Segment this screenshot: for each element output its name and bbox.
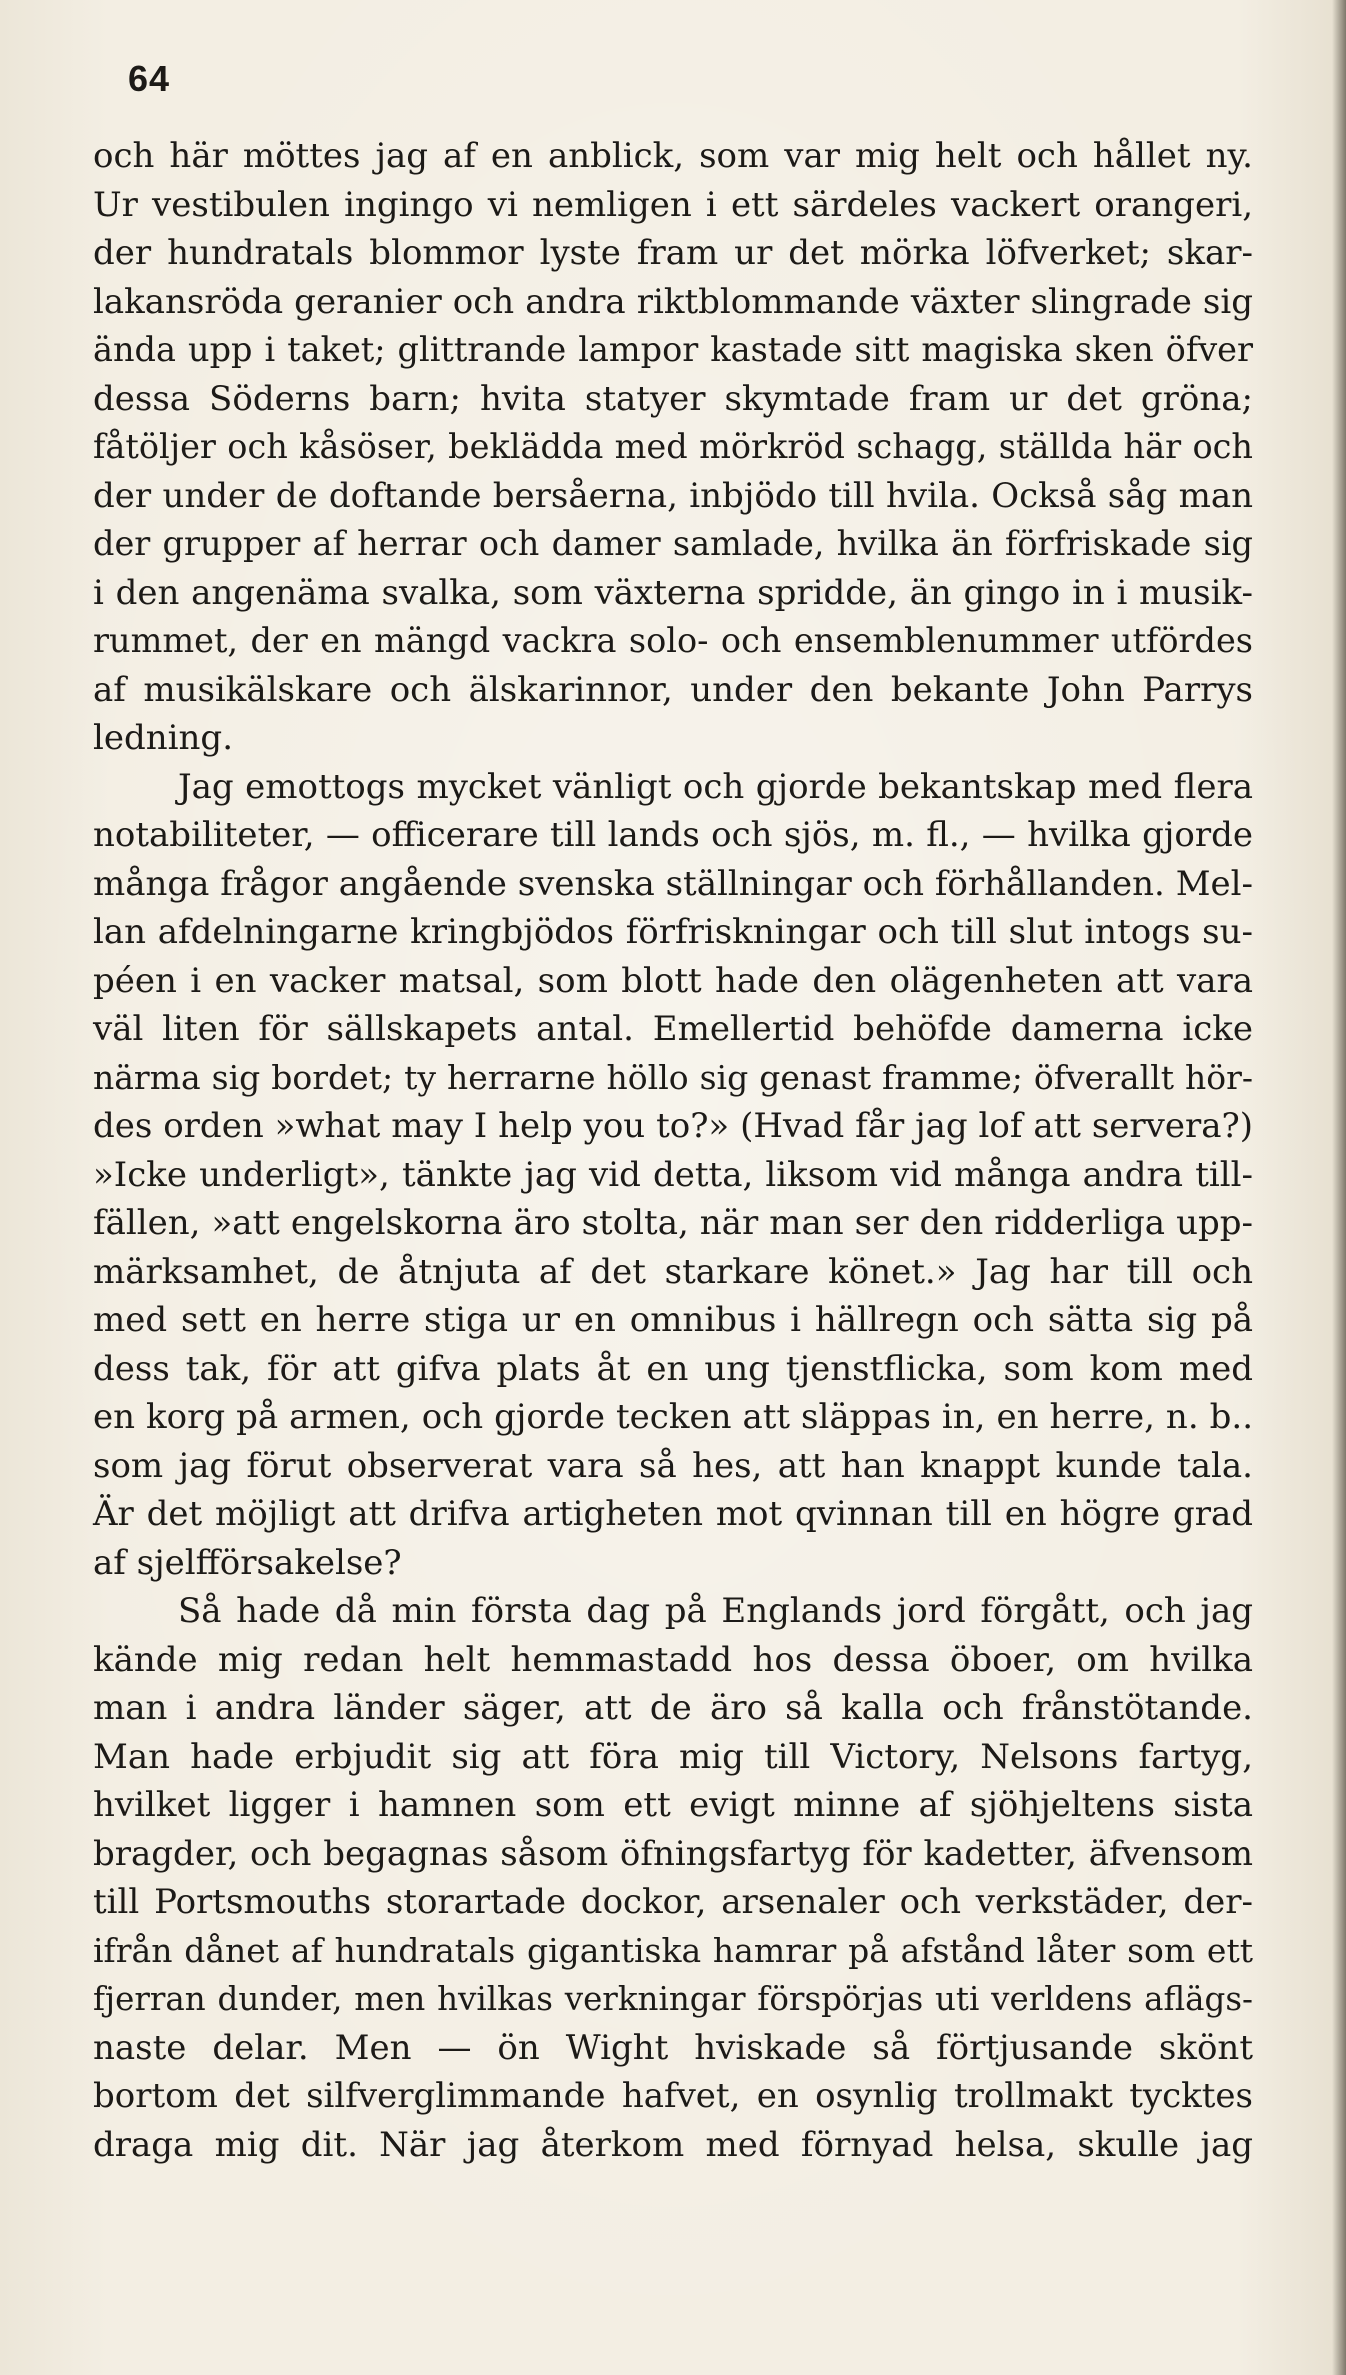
text-line: Ur vestibulen ingingo vi nemligen i ett särdeles vackert orangeri, (93, 184, 1253, 225)
text-line: af musikälskare och älskarinnor, under den bekante John Parrys (93, 669, 1253, 710)
text-line: bragder, och begagnas såsom öfningsfartyg för kadetter, äfvensom (93, 1833, 1253, 1874)
text-line: i den angenäma svalka, som växterna spridde, än gingo in i musik- (93, 572, 1253, 613)
text-line: som jag förut observerat vara så hes, att han knappt kunde tala. (93, 1445, 1253, 1486)
text-line: draga mig dit. När jag återkom med förnyad helsa, skulle jag (93, 2124, 1253, 2165)
text-line: rummet, der en mängd vackra solo- och ensemblenummer utfördes (93, 621, 1253, 660)
text-line: ifrån dånet af hundratals gigantiska hamrar på afstånd låter som ett (93, 1930, 1253, 1970)
page-edge-shadow (1332, 0, 1346, 2375)
text-line: af sjelfförsakelse? (93, 1542, 402, 1583)
text-line: Så hade då min första dag på Englands jord förgått, och jag (178, 1591, 1253, 1631)
text-line: dessa Söderns barn; hvita statyer skymtade fram ur det gröna; (93, 378, 1253, 419)
text-line: märksamhet, de åtnjuta af det starkare könet.» Jag har till och (93, 1251, 1253, 1292)
text-line: »Icke underligt», tänkte jag vid detta, liksom vid många andra till- (93, 1154, 1253, 1195)
text-line: des orden »what may I help you to?» (Hvad får jag lof att servera?) (93, 1106, 1253, 1146)
text-line: Är det möjligt att drifva artigheten mot qvinnan till en högre grad (93, 1494, 1253, 1534)
text-line: der hundratals blommor lyste fram ur det mörka löfverket; skar- (93, 233, 1253, 273)
text-line: många frågor angående svenska ställningar och förhållanden. Mel- (93, 863, 1253, 904)
text-line: notabiliteter, — officerare till lands och sjös, m. fl., — hvilka gjorde (93, 815, 1253, 855)
body-text (93, 132, 1253, 2169)
text-line: väl liten för sällskapets antal. Emellertid behöfde damerna icke (93, 1009, 1253, 1049)
text-line: ända upp i taket; glittrande lampor kastade sitt magiska sken öfver (93, 330, 1253, 369)
text-line: lan afdelningarne kringbjödos förfriskningar och till slut intogs su- (93, 912, 1253, 952)
page-number: 64 (128, 58, 171, 99)
text-line: och här möttes jag af en anblick, som var mig helt och hållet ny. (93, 136, 1253, 176)
text-line: ledning. (93, 718, 234, 758)
text-line: en korg på armen, och gjorde tecken att släppas in, en herre, n. b.. (93, 1397, 1253, 1437)
text-line: bortom det silfverglimmande hafvet, en osynlig trollmakt tycktes (93, 2076, 1253, 2116)
text-line: fällen, »att engelskorna äro stolta, när man ser den ridderliga upp- (93, 1203, 1253, 1243)
text-line: till Portsmouths storartade dockor, arsenaler och verkstäder, der- (93, 1882, 1253, 1922)
text-line: hvilket ligger i hamnen som ett evigt minne af sjöhjeltens sista (93, 1785, 1253, 1825)
text-line: naste delar. Men — ön Wight hviskade så förtjusande skönt (93, 2027, 1253, 2068)
text-line: fåtöljer och kåsöser, beklädda med mörkröd schagg, ställda här och (93, 427, 1253, 466)
text-line: man i andra länder säger, att de äro så kalla och frånstötande. (93, 1688, 1253, 1728)
text-line: Man hade erbjudit sig att föra mig till Victory, Nelsons fartyg, (93, 1736, 1253, 1777)
text-line: péen i en vacker matsal, som blott hade den olägenheten att vara (93, 960, 1253, 1001)
text-line: med sett en herre stiga ur en omnibus i hällregn och sätta sig på (93, 1300, 1253, 1340)
text-line: Jag emottogs mycket vänligt och gjorde bekantskap med flera (178, 766, 1253, 807)
text-line: kände mig redan helt hemmastadd hos dessa öboer, om hvilka (93, 1639, 1253, 1680)
text-line: fjerran dunder, men hvilkas verkningar förspörjas uti verldens aflägs- (93, 1980, 1253, 2018)
text-line: der under de doftande bersåerna, inbjödo till hvila. Också såg man (93, 475, 1253, 516)
text-line: dess tak, för att gifva plats åt en ung tjenstflicka, som kom med (93, 1348, 1253, 1389)
text-line: lakansröda geranier och andra riktblommande växter slingrade sig (93, 281, 1253, 322)
text-line: der grupper af herrar och damer samlade, hvilka än förfriskade sig (93, 524, 1253, 563)
text-line: närma sig bordet; ty herrarne höllo sig genast framme; öfverallt hör- (93, 1057, 1253, 1097)
